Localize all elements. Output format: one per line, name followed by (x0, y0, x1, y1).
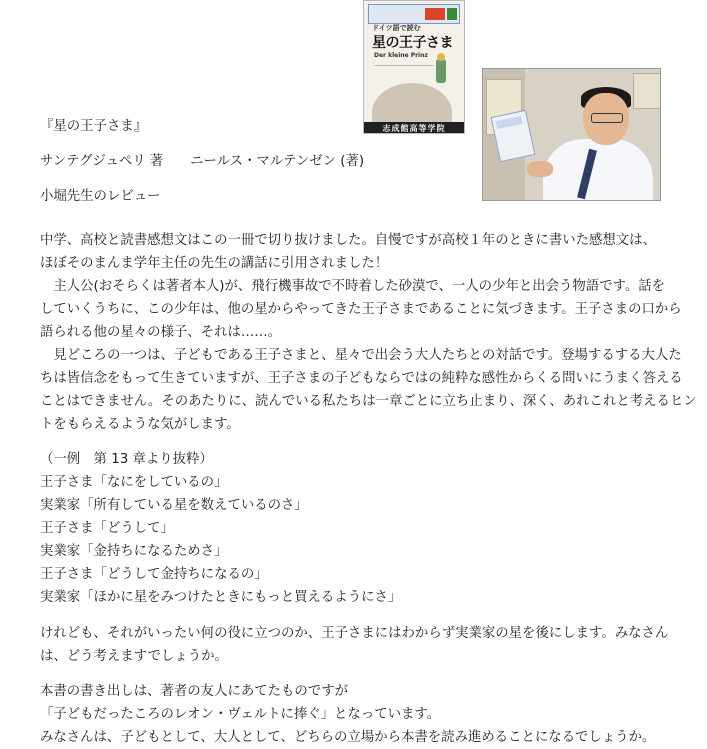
cover-subtitle: ドイツ語で読む (372, 24, 421, 32)
excerpt-line: 実業家「所有している星を数えているのさ」 (40, 498, 308, 513)
review-line: 主人公(おそらくは著者本人)が、飛行機事故で不時着した砂漠で、一人の少年と出会う物語です。話を (40, 279, 666, 294)
review-line: していくうちに、この少年は、他の星からやってきた王子さまであることに気づきます。王子さまの口から (40, 302, 682, 317)
review-line: トをもらえるような気がします。 (40, 417, 240, 432)
excerpt-heading: （一例 第 13 章より抜粋） (40, 452, 213, 467)
cover-fine-print (374, 65, 434, 84)
review-line: ほぼそのまんま学年主任の先生の講話に引用されました！ (40, 256, 389, 271)
closing-line: みなさんは、子どもとして、大人として、どちらの立場から本書を読み進めることになるでしょうか。 (40, 730, 656, 745)
excerpt-line: 実業家「金持ちになるためさ」 (40, 544, 228, 559)
cover-title: 星の王子さま (372, 35, 453, 51)
cover-red-tag (425, 8, 445, 20)
review-line: 見どころの一つは、子どもである王子さまと、星々で出会う大人たちとの対話です。登場するする大人た (40, 348, 682, 363)
cover-prince-head (437, 53, 445, 61)
article-title: 『星の王子さま』 (40, 119, 148, 134)
book-cover-image (363, 0, 465, 134)
cover-school-label: 志成館高等学院 (364, 122, 464, 134)
cover-series-band (368, 4, 460, 24)
excerpt-line: 王子さま「どうして」 (40, 521, 174, 536)
photo-poster-right (633, 73, 661, 109)
article-authors: サンテグジュペリ 著 ニールス・マルテンゼン (著) (40, 154, 365, 169)
excerpt-line: 実業家「ほかに星をみつけたときにもっと買えるようにさ」 (40, 590, 402, 605)
after-line: けれども、それがいったい何の役に立つのか、王子さまにはわからず実業家の星を後にします。みなさん (40, 626, 669, 641)
after-line: は、どう考えますでしょうか。 (40, 649, 228, 664)
cover-green-tag (447, 8, 457, 20)
closing-line: 本書の書き出しは、著者の友人にあてたものですが (40, 684, 348, 699)
review-line: 語られる他の星々の様子、それは……。 (40, 325, 282, 340)
review-line: 中学、高校と読書感想文はこの一冊で切り抜けました。自慢ですが高校１年のときに書いた感想文は、 (40, 233, 656, 248)
cover-german-title: Der kleine Prinz (374, 52, 428, 59)
excerpt-line: 王子さま「なにをしているの」 (40, 475, 228, 490)
closing-line: 「子どもだったころのレオン・ヴェルトに捧ぐ」となっています。 (40, 707, 441, 722)
excerpt-line: 王子さま「どうして金持ちになるの」 (40, 567, 268, 582)
review-line: ちは皆信念をもって生きていますが、王子さまの子どもならではの純粋な感性からくる問いにうまく答える (40, 371, 683, 386)
review-line: ことはできません。そのあたりに、読んでいる私たちは一章ごとに立ち止まり、深く、あれこれと考えるヒン (40, 394, 697, 409)
reviewer-label: 小堀先生のレビュー (40, 189, 161, 204)
cover-prince-illustration (436, 59, 446, 83)
